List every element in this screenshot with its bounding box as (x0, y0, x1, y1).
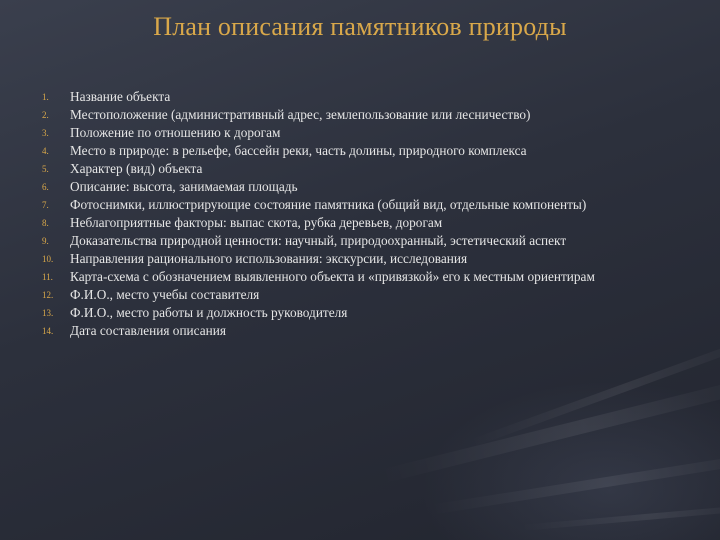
list-item-text: Место в природе: в рельефе, бассейн реки, часть долины, природного комплекса (70, 143, 527, 158)
list-item (42, 214, 642, 232)
list-item-text: Характер (вид) объекта (70, 161, 203, 176)
list-item (42, 232, 642, 250)
list-item-text: Название объекта (70, 89, 171, 104)
list-item-text: Направления рационального использования: экскурсии, исследования (70, 251, 468, 266)
list-item-number: 11. (42, 272, 53, 282)
list-item-number: 9. (42, 236, 49, 246)
list-item-number: 10. (42, 254, 54, 264)
slide-title: План описания памятников природы (153, 12, 567, 41)
list-item (42, 178, 642, 196)
list-item-number: 2. (42, 110, 49, 120)
list-item-number: 14. (42, 326, 54, 336)
list-item-text: Положение по отношению к дорогам (70, 125, 281, 140)
list-item-number: 4. (42, 146, 49, 156)
list-item-number: 7. (42, 200, 49, 210)
list-item (42, 196, 642, 214)
list-item (42, 286, 642, 304)
list-item-number: 13. (42, 308, 54, 318)
list-item-text: Ф.И.О., место работы и должность руководителя (70, 305, 348, 320)
list-item-text: Местоположение (административный адрес, землепользование или лесничество) (70, 107, 531, 122)
list-item (42, 250, 642, 268)
list-item-text: Фотоснимки, иллюстрирующие состояние памятника (общий вид, отдельные компоненты) (70, 197, 587, 212)
list-item-text: Карта-схема с обозначением выявленного объекта и «привязкой» его к местным ориентирам (70, 269, 595, 284)
list-item-number: 1. (42, 92, 49, 102)
list-item-number: 3. (42, 128, 49, 138)
list-item (42, 304, 642, 322)
list-item (42, 268, 642, 286)
list-item-text: Ф.И.О., место учебы составителя (70, 287, 260, 302)
list-item (42, 106, 642, 124)
list-item-text: Доказательства природной ценности: научный, природоохранный, эстетический аспект (70, 233, 567, 248)
list-item-text: Описание: высота, занимаемая площадь (70, 179, 298, 194)
list-item-text: Дата составления описания (70, 323, 226, 338)
list-item (42, 142, 642, 160)
list-item-number: 6. (42, 182, 49, 192)
list-item-text: Неблагоприятные факторы: выпас скота, рубка деревьев, дорогам (70, 215, 443, 230)
list-item (42, 124, 642, 142)
list-item (42, 88, 642, 106)
description-plan-list (42, 88, 642, 340)
list-item-number: 12. (42, 290, 54, 300)
list-item-number: 8. (42, 218, 49, 228)
list-item (42, 322, 642, 340)
list-item (42, 160, 642, 178)
list-item-number: 5. (42, 164, 49, 174)
